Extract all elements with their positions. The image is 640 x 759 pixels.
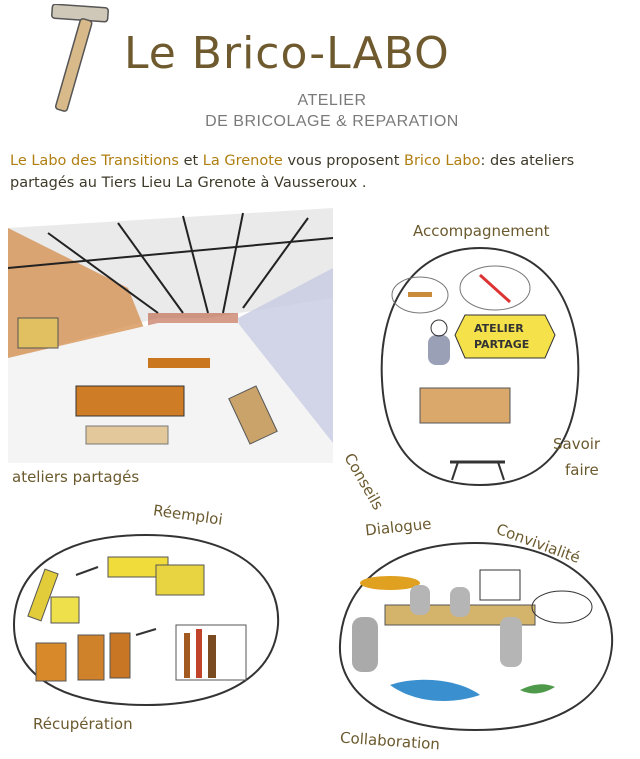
caption-ateliers-partages: ateliers partagés bbox=[12, 468, 140, 486]
intro-and: et bbox=[178, 153, 203, 169]
program-name: Brico Labo bbox=[404, 153, 481, 169]
label-convivialite: Convivialité bbox=[493, 520, 583, 567]
label-conseils: Conseils bbox=[340, 450, 388, 514]
sign-atelier: ATELIER bbox=[474, 322, 524, 335]
hammer-logo-icon bbox=[34, 4, 114, 114]
label-dialogue: Dialogue bbox=[364, 514, 433, 540]
org-name-grenote: La Grenote bbox=[202, 153, 283, 169]
dialogue-bubble bbox=[330, 535, 620, 735]
page-title: Le Brico-LABO bbox=[124, 28, 450, 79]
sign-partage: PARTAGE bbox=[474, 338, 530, 351]
reemploi-bubble bbox=[6, 525, 286, 715]
subtitle-line-2: DE BRICOLAGE & REPARATION bbox=[205, 113, 459, 130]
label-faire: faire bbox=[565, 461, 599, 479]
label-savoir: Savoir bbox=[553, 435, 601, 453]
org-name-labo: Le Labo des Transitions bbox=[10, 153, 179, 169]
workshop-illustration bbox=[8, 208, 333, 463]
label-reemploi: Réemploi bbox=[152, 501, 224, 529]
intro-propose: vous proposent bbox=[282, 153, 405, 169]
label-accompagnement: Accompagnement bbox=[413, 222, 550, 240]
subtitle-line-1: ATELIER bbox=[297, 92, 367, 109]
label-recuperation: Récupération bbox=[33, 715, 133, 733]
intro-rest: : des ateliers partagés au Tiers Lieu La Grenote à Vausseroux . bbox=[10, 153, 575, 191]
label-collaboration: Collaboration bbox=[339, 728, 441, 754]
intro-paragraph bbox=[10, 150, 630, 194]
